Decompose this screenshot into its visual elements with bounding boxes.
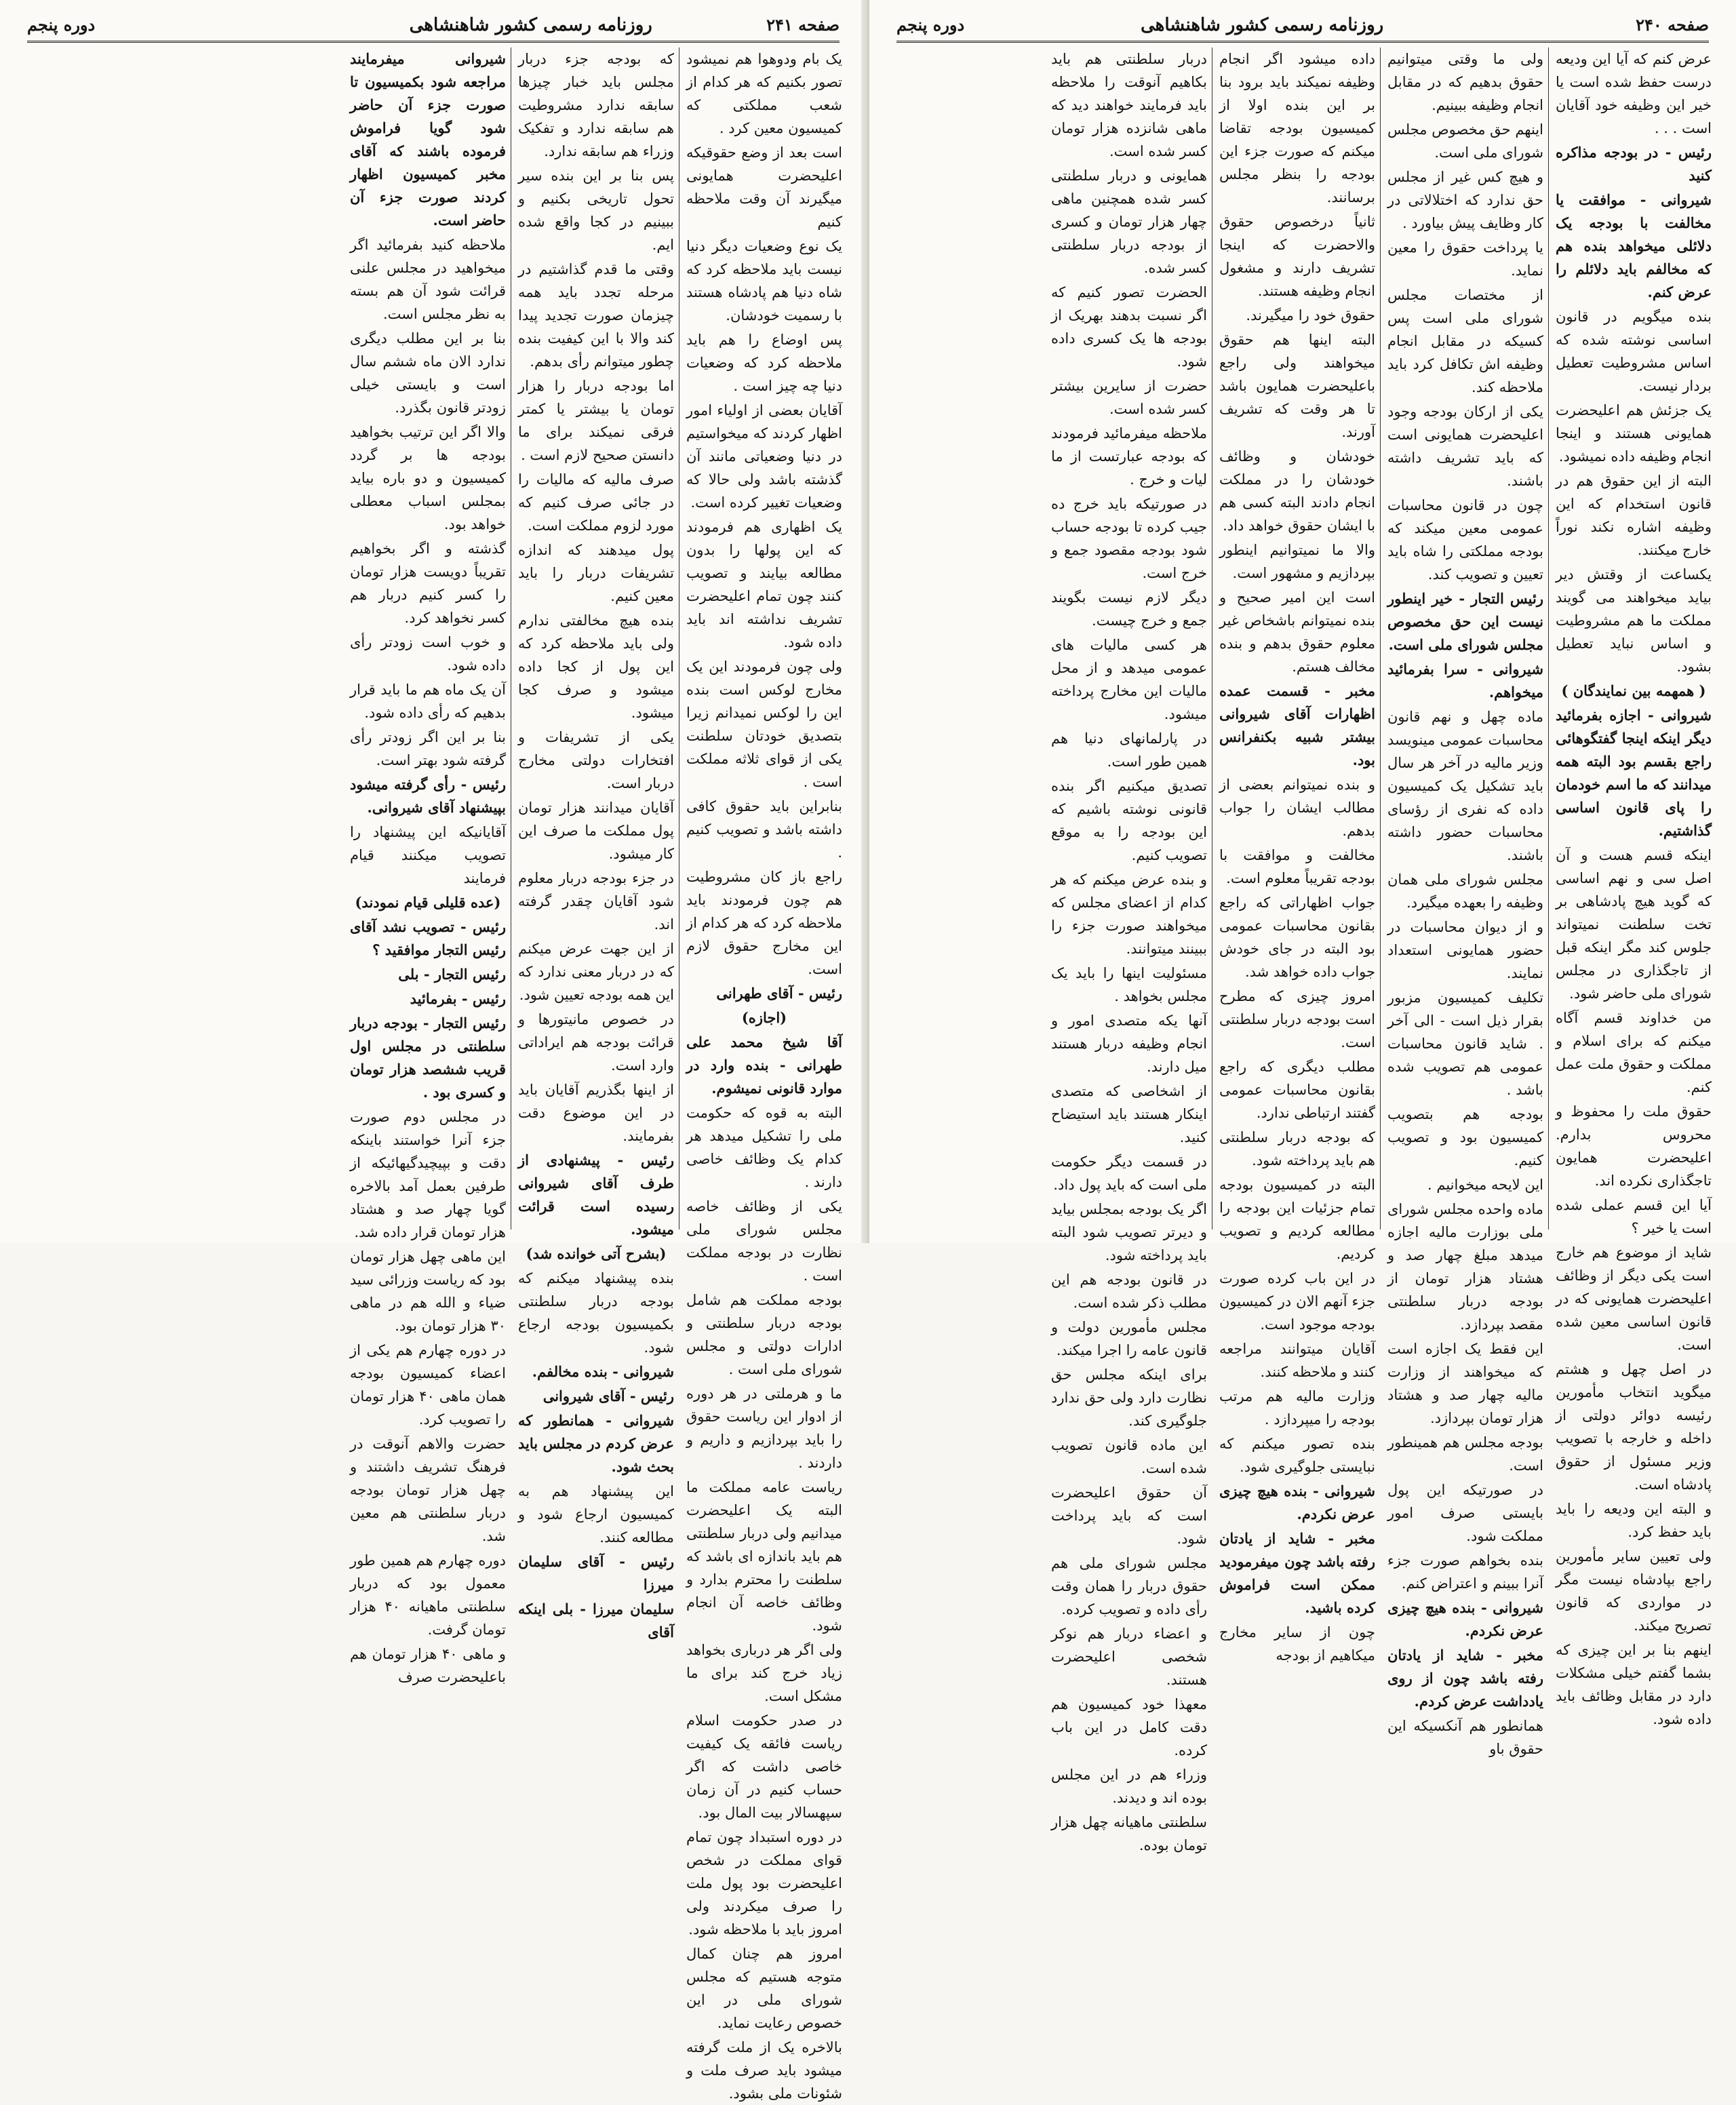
- paragraph: پس بنا بر این بنده سیر تحول تاریخی بکنیم و ببینیم در کجا واقع شده ایم.: [518, 168, 674, 253]
- paragraph: ثانیاً درخصوص حقوق والاحضرت که اینجا تشریف دارند و مشغول انجام وظیفه هستند.: [1219, 214, 1375, 299]
- paragraph: در قسمت دیگر حکومت ملی است که باید پول داد.: [1051, 1154, 1207, 1193]
- paragraph: در قانون بودجه هم این مطلب ذکر شده است.: [1051, 1272, 1207, 1311]
- paragraph: این ماده قانون تصویب شده است.: [1051, 1437, 1207, 1476]
- paragraph: رئیس التجار - بودجه دربار سلطنتی در مجلس اول قریب ششصد هزار تومان و کسری بود .: [350, 1015, 506, 1101]
- paragraph: بنده میگویم در قانون اساسی نوشته شده که اساس مشروطیت تعطیل بردار نیست.: [1556, 309, 1712, 394]
- paragraph: ولی تعیین سایر مأمورین راجع بپادشاه نیست مگر در مواردی که قانون تصریح میکند.: [1556, 1548, 1712, 1634]
- paragraph: البته اینها هم حقوق میخواهند ولی راجع باعلیحضرت همایون باشد تا هر وقت که تشریف آورند.: [1219, 332, 1375, 440]
- right-columns: [894, 47, 1712, 1853]
- paragraph: یکساعت از وقتش دیر بیاید میخواهند می گویند مملکت ما هم مشروطیت و اساس نباید تعطیل بشود.: [1556, 566, 1712, 675]
- paragraph: برای اینکه مجلس حق نظارت دارد ولی حق ندارد جلوگیری کند.: [1051, 1366, 1207, 1429]
- right-column-1: [1556, 47, 1712, 1727]
- paragraph: من خداوند قسم آگاه میکنم که برای اسلام و مملکت و حقوق ملت عمل کنم.: [1556, 1010, 1712, 1095]
- paragraph: والا اگر این ترتیب بخواهید بودجه ها بر گردد کمیسیون و دو باره بیاید بمجلس اسباب معطلی خواهد بود.: [350, 424, 506, 532]
- paragraph: رئیس - آقای طهرانی: [716, 985, 842, 1002]
- paragraph: سلیمان میرزا - بلی اینکه آقای: [518, 1600, 674, 1640]
- paragraph: در صدر حکومت اسلام ریاست فائقه یک کیفیت خاصی داشت که اگر حساب کنیم در آن زمان سپهسالار بیت المال بود.: [686, 1712, 842, 1821]
- paragraph: همانطور هم آنکسیکه این حقوق باو: [1387, 1718, 1543, 1757]
- right-column-2: [1387, 47, 1543, 1757]
- paragraph: در دوره چهارم هم یکی از اعضاء کمیسیون بودجه همان ماهی ۴۰ هزار تومان را تصویب کرد.: [350, 1342, 506, 1428]
- paragraph: شیروانی - موافقت یا مخالفت با بودجه یک دلائلی میخواهد بنده هم که مخالفم باید دلائلم را عرض کنم.: [1556, 191, 1712, 300]
- paragraph: شیروانی - اجازه بفرمائید دیگر اینکه اینجا گفتگوهائی راجع بقسم بود البته همه میدانند که ما اسم خودمان را پای قانون اساسی گذاشتیم.: [1556, 707, 1712, 839]
- paragraph: جواب اظهاراتی که راجع بقانون محاسبات عمومی بود البته در جای خودش جواب داده خواهد شد.: [1219, 894, 1375, 980]
- paragraph: یک اظهاری هم فرمودند که این پولها را بدون مطالعه بیایند و تصویب کنند چون تمام اعلیحضرت تشریف نداشته اند باید داده شود.: [686, 519, 842, 650]
- paragraph: ما و هرملتی در هر دوره از ادوار این ریاست حقوق را باید بپردازیم و داریم و داردند .: [686, 1385, 842, 1471]
- left-columns: [24, 47, 842, 2102]
- paragraph: یا پرداخت حقوق را معین نماید.: [1387, 239, 1543, 279]
- paragraph: شیروانی - بنده هیچ چیزی عرض نکردم.: [1387, 1599, 1543, 1639]
- paragraph: از اشخاصی که متصدی اینکار هستند باید استیضاح کنید.: [1051, 1083, 1207, 1145]
- paragraph: مسئولیت اینها را باید یک مجلس بخواهد .: [1051, 965, 1207, 1004]
- paragraph: ملاحظه میفرمائید فرمودند که بودجه عبارتست از ما لیات و خرج .: [1051, 425, 1207, 488]
- paragraph: در مجلس دوم صورت جزء آنرا خواستند باینکه دقت و بپیچیدگیهائیکه از طرفین بعمل آمد بالاخره گویا چهار صد و هشتاد هزار تومان قرار داده شد.: [350, 1109, 506, 1240]
- left-page-title: روزنامه رسمی کشور شاهنشاهی: [409, 15, 652, 35]
- paragraph: در این باب کرده صورت جزء آنهم الان در کمیسیون بودجه موجود است.: [1219, 1270, 1375, 1333]
- right-page-edition: دوره پنجم: [896, 15, 965, 35]
- paragraph: آقا شیخ محمد علی طهرانی - بنده وارد در موارد قانونی نمیشوم.: [686, 1034, 842, 1097]
- paragraph: الحضرت تصور کنیم که اگر نسبت بدهند بهریک از بودجه ها یک کسری داده شود.: [1051, 284, 1207, 370]
- left-page-number: صفحه ۲۴۱: [766, 15, 840, 35]
- paragraph: رئیس - آقای سلیمان میرزا: [518, 1553, 674, 1593]
- paragraph: شیروانی - سرا بفرمائید میخواهم.: [1387, 661, 1543, 701]
- paragraph: و ماهی ۴۰ هزار تومان هم باعلیحضرت صرف: [350, 1646, 507, 1685]
- paragraph: وزراء هم در این مجلس بوده اند و دیدند.: [1051, 1767, 1207, 1806]
- column-rule: [1380, 47, 1381, 1229]
- paragraph: رئیس - تصویب نشد آقای رئیس التجار موافقید ؟: [350, 918, 506, 958]
- paragraph: در پارلمانهای دنیا هم همین طور است.: [1051, 730, 1207, 770]
- paragraph: در دوره استبداد چون تمام قوای مملکت در شخص اعلیحضرت بود پول ملت را صرف میکردند ولی امروز باید با ملاحظه شود.: [686, 1829, 842, 1937]
- left-column-2: [518, 47, 674, 1640]
- paragraph: عرض کنم که آیا این ودیعه درست حفظ شده است یا خیر این وظیفه خود آقایان است . . .: [1556, 51, 1712, 136]
- paragraph: چون در قانون محاسبات عمومی معین میکند که بودجه مملکتی را شاه باید تعیین و تصویب کند.: [1387, 497, 1543, 583]
- paragraph: مخبر - شاید از یادتان رفته باشد چون از روی یادداشت عرض کردم.: [1387, 1647, 1543, 1710]
- paragraph: بالاخره یک از ملت گرفته میشود باید صرف ملت و شئونات ملی بشود.: [686, 2039, 842, 2102]
- paragraph: مطلب دیگری که راجع بقانون محاسبات عمومی گفتند ارتباطی ندارد.: [1219, 1059, 1375, 1121]
- paragraph: ماده چهل و نهم قانون محاسبات عمومی مینویسد وزیر مالیه در آخر هر سال باید تشکیل یک کمیسیون داده که نفری از رؤسای محاسبات حضور داشته باشند.: [1387, 709, 1543, 863]
- paragraph: بنده تصور میکنم که نبایستی جلوگیری شود.: [1219, 1436, 1375, 1475]
- paragraph: چون از سایر مخارج میکاهیم از بودجه: [1219, 1624, 1375, 1664]
- paragraph: از اینها بگذریم آقایان باید در این موضوع دقت بفرمایند.: [518, 1082, 674, 1144]
- paragraph: شاید از موضوع هم خارج است یکی دیگر از وظائف اعلیحضرت همایونی که در قانون اساسی معین شده است.: [1556, 1244, 1712, 1353]
- paragraph: سلطنتی ماهیانه چهل هزار تومان بوده.: [1051, 1814, 1207, 1853]
- paragraph: بنده پیشنهاد میکنم که بودجه دربار سلطنتی بکمیسیون بودجه ارجاع شود.: [518, 1270, 674, 1356]
- paragraph: رئیس - بفرمائید: [410, 990, 506, 1007]
- paragraph: شیروانی - بنده هیچ چیزی عرض نکردم.: [1219, 1482, 1375, 1522]
- paragraph: و اعضاء دربار هم نوکر شخصی اعلیحضرت هستند.: [1051, 1626, 1207, 1688]
- paragraph: معهذا خود کمیسیون هم دقت کامل در این باب کرده.: [1051, 1696, 1207, 1758]
- paragraph: هر کسی مالیات های عمومی میدهد و از محل مالیات این مخارج پرداخته میشود.: [1051, 637, 1207, 722]
- paragraph: و البته این ودیعه را باید باید حفظ کرد.: [1556, 1501, 1712, 1540]
- paragraph: یک جزئش هم اعلیحضرت همایونی هستند و اینجا انجام وظیفه داده نمیشود.: [1556, 402, 1712, 465]
- paragraph: راجع باز کان مشروطیت هم چون فرمودند باید ملاحظه کرد که هر کدام از این مخارج حقوق لازم است.: [686, 869, 842, 977]
- paragraph: یک نوع وضعیات دیگر دنیا نیست باید ملاحظه کرد که شاه دنیا هم پادشاه هستند با رسمیت خودشان.: [686, 238, 842, 323]
- paragraph: البته در کمیسیون بودجه تمام جزئیات این بودجه را مطالعه کردیم و تصویب کردیم.: [1219, 1177, 1375, 1262]
- paragraph: رئیس - در بودجه مذاکره کنید: [1556, 144, 1712, 184]
- paragraph: مجلس مأمورین دولت و قانون عامه را اجرا میکند.: [1051, 1319, 1207, 1358]
- paragraph: و هیچ کس غیر از مجلس حق ندارد که اختلالاتی در کار وظایف پیش بیاورد .: [1387, 169, 1543, 231]
- paragraph: بنابراین باید حقوق کافی داشته باشد و تصویب کنیم .: [686, 798, 842, 861]
- paragraph: و بنده نمیتوانم بعضی از مطالب ایشان را جواب بدهم.: [1219, 776, 1375, 839]
- column-rule: [1548, 47, 1549, 1229]
- paragraph: اگر یک بودجه بمجلس بیاید و دیرتر تصویب شود البته باید پرداخته شود.: [1051, 1201, 1207, 1263]
- paragraph: مخبر - قسمت عمده اظهارات آقای شیروانی بیشتر شبیه بکنفرانس بود.: [1219, 682, 1375, 768]
- paragraph: این لایحه میخوانیم .: [1427, 1177, 1543, 1193]
- paragraph: وقتی ما قدم گذاشتیم در مرحله تجدد باید همه چیزمان صورت تجدید پیدا کند والا با این کیفیت بنده چطور میتوانم رأی بدهم.: [518, 261, 674, 370]
- paragraph: والا ما نمیتوانیم اینطور بپردازیم و مشهور است.: [1219, 542, 1375, 581]
- paragraph: شیروانی - همانطور که عرض کردم در مجلس باید بحث شود.: [518, 1412, 674, 1475]
- paragraph: بنده هیچ مخالفتی ندارم ولی باید ملاحظه کرد که این پول از کجا داده میشود و صرف کجا میشود.: [518, 612, 674, 721]
- paragraph: که بودجه دربار سلطنتی هم باید پرداخته شود.: [1219, 1129, 1375, 1168]
- paragraph: پس اوضاع را هم باید ملاحظه کرد که وضعیات دنیا چه چیز است .: [686, 332, 842, 394]
- paragraph: امروز چیزی که مطرح است بودجه دربار سلطنتی است.: [1219, 988, 1375, 1050]
- paragraph: یکی از وظائف خاصه مجلس شورای ملی نظارت در بودجه مملکت است .: [686, 1198, 842, 1284]
- paragraph: بنا بر این مطلب دیگری ندارد الان ماه ششم سال است و بایستی خیلی زودتر قانون بگذرد.: [350, 330, 506, 416]
- paragraph: تکلیف کمیسیون مزبور بقرار ذیل است - الی آخر . شاید قانون محاسبات عمومی هم تصویب شده باشد .: [1387, 989, 1543, 1098]
- paragraph: شیروانی - بنده مخالفم.: [532, 1363, 674, 1380]
- paragraph: بودجه مملکت هم شامل بودجه دربار سلطنتی و ادارات دولتی و مجلس شورای ملی است .: [686, 1292, 842, 1377]
- left-page: [0, 0, 867, 2102]
- paragraph: دربار سلطنتی هم باید بکاهیم آنوقت را ملاحظه باید فرمایند خواهند دید که ماهی شانزده هزار تومان کسر شده است.: [1051, 51, 1207, 159]
- paragraph: دوره چهارم هم همین طور معمول بود که دربار سلطنتی ماهیانه ۴۰ هزار تومان گرفت.: [350, 1552, 506, 1638]
- paragraph: ولی اگر هر درباری بخواهد زیاد خرج کند برای ما مشکل است.: [686, 1642, 842, 1704]
- paragraph: داده میشود اگر انجام وظیفه نمیکند باید برود بنا بر این بنده اولا از کمیسیون بودجه تقاضا میکنم که صورت جزء این بودجه را بنظر مجلس برسانند.: [1219, 51, 1375, 205]
- right-page-number: صفحه ۲۴۰: [1636, 15, 1709, 35]
- paragraph: البته به قوه که حکومت ملی را تشکیل میدهد هر کدام یک وظائف خاصی دارند .: [686, 1105, 842, 1190]
- paragraph: حقوق ملت را محفوظ و محروس بدارم. اعلیحضرت همایون تاجگذاری نکرده اند.: [1556, 1103, 1712, 1189]
- paragraph: آن یک ماه هم ما باید قرار بدهیم که رأی داده شود.: [350, 682, 506, 721]
- paragraph: البته از این حقوق هم در قانون استخدام که این وظیفه اشاره نکند نوراً خارج میکنند.: [1556, 473, 1712, 558]
- paragraph: اینهم بنا بر این چیزی که بشما گفتم خیلی مشکلات دارد در مقابل وظائف باید داده شود.: [1556, 1642, 1712, 1727]
- paragraph: (اجازه): [741, 1009, 787, 1026]
- paragraph: امروز هم چنان کمال متوجه هستیم که مجلس شورای ملی در این خصوص رعایت نماید.: [686, 1946, 842, 2031]
- paragraph: از این جهت عرض میکنم که در دربار معنی ندارد که این همه بودجه تعیین شود.: [518, 941, 674, 1003]
- paragraph: گذشته و اگر بخواهیم تقریباً دویست هزار تومان را کسر کنیم دربار هم کسر نخواهد کرد.: [350, 540, 506, 626]
- paragraph: آقایان میتوانند مراجعه کنند و ملاحظه کنند.: [1219, 1341, 1375, 1380]
- paragraph: است بعد از وضع حقوقیکه اعلیحضرت همایونی میگیرند آن وقت ملاحظه کنیم: [686, 144, 842, 230]
- paragraph: ولی چون فرمودند این یک مخارج لوکس است بنده این را لوکس نمیدانم زیرا بتصدیق خودتان سلطنت یکی از قوای ثلاثه مملکت است .: [686, 658, 842, 790]
- right-page-title: روزنامه رسمی کشور شاهنشاهی: [1140, 15, 1384, 35]
- paragraph: در صورتیکه این پول بایستی صرف امور مملکت شود.: [1387, 1482, 1543, 1544]
- paragraph: مجلس شورای ملی هم حقوق دربار را همان وقت رأی داده و تصویب کرده.: [1051, 1555, 1207, 1617]
- paragraph: رئیس - آقای شیروانی: [542, 1388, 674, 1404]
- paragraph: آقایانیکه این پیشنهاد را تصویب میکنند قیام فرمایند: [350, 824, 506, 886]
- paragraph: و از دیوان محاسبات در حضور همایونی استعداد نمایند.: [1387, 919, 1543, 981]
- paragraph: (عده قلیلی قیام نمودند): [355, 894, 501, 911]
- paragraph: است این امیر صحیح و بنده نمیتوانم باشخاص غیر معلوم حقوق بدهم و بنده مخالف هستم.: [1219, 589, 1375, 675]
- paragraph: و خوب است زودتر رأی داده شود.: [350, 634, 506, 673]
- paragraph: در جزء بودجه دربار معلوم شود آقایان چقدر گرفته اند.: [518, 870, 674, 932]
- paragraph: ( همهمه بین نمایندگان ): [1561, 682, 1706, 699]
- paragraph: صرف مالیه که مالیات را در جائی صرف کنیم که مورد لزوم مملکت است.: [518, 471, 674, 534]
- paragraph: در صورتیکه باید خرج ده جیب کرده تا بودجه حساب شود بودجه مقصود جمع و خرج است.: [1051, 496, 1207, 581]
- right-page-header: [896, 11, 1709, 43]
- paragraph: (بشرح آتی خوانده شد): [526, 1245, 667, 1262]
- paragraph: ریاست عامه مملکت ما البته یک اعلیحضرت میدانیم ولی دربار سلطنتی هم باید باندازه ای باشد که سلطنت را محترم بدارد و وظائف خاصه آن انجام شود.: [686, 1479, 842, 1634]
- paragraph: بودجه مجلس هم همینطور است.: [1387, 1434, 1543, 1474]
- paragraph: تصدیق میکنیم اگر بنده قانونی نوشته باشیم که این بودجه را به موقع تصویب کنیم.: [1051, 778, 1207, 863]
- paragraph: حقوق خود را میگیرند.: [1246, 307, 1375, 323]
- paragraph: اینهم حق مخصوص مجلس شورای ملی است.: [1387, 121, 1543, 161]
- paragraph: بنا بر این اگر زودتر رأی گرفته شود بهتر است.: [350, 729, 506, 768]
- paragraph: مخبر - شاید از یادتان رفته باشد چون میفرمودید ممکن است فراموش کرده باشید.: [1219, 1530, 1375, 1616]
- paragraph: آقایان بعضی از اولیاء امور اظهار کردند که میخواستیم در دنیا وضعیاتی مانند آن گذشته باشد ولی حالا که وضعیات تغییر کرده است.: [686, 402, 842, 511]
- paragraph: رئیس - رأی گرفته میشود بپیشنهاد آقای شیروانی.: [350, 776, 506, 816]
- left-page-edition: دوره پنجم: [27, 15, 96, 35]
- paragraph: مخالفت و موافقت با بودجه تقریباً معلوم است.: [1219, 847, 1375, 886]
- paragraph: یکی از تشریفات و افتخارات دولتی مخارج دربار است.: [518, 729, 674, 791]
- paragraph: اینکه قسم هست و آن اصل سی و نهم اساسی که گوید هیچ پادشاهی بر تخت سلطنت نمیتواند جلوس کند مگر اینکه قبل از تاجگذاری در مجلس شورای ملی حاضر شود.: [1556, 847, 1712, 1002]
- paragraph: خودشان و وظائف خودشان را در مملکت انجام دادند البته کسی هم با ایشان حقوق خواهد داد.: [1219, 448, 1375, 534]
- paragraph: و بنده عرض میکنم که هر کدام از اعضای مجلس که میخواهند صورت جزء را ببینند میتوانند.: [1051, 871, 1207, 957]
- paragraph: آنها یکه متصدی امور و انجام وظیفه دربار هستند میل دارند.: [1051, 1012, 1207, 1075]
- paragraph: دیگر لازم نیست بگویند جمع و خرج چیست.: [1051, 589, 1207, 629]
- left-column-1: [686, 47, 842, 2102]
- paragraph: رئیس التجار - بلی: [398, 966, 506, 983]
- paragraph: از مختصات مجلس شورای ملی است پس کسیکه در مقابل انجام وظیفه اش تکافل کرد باید ملاحظه کند.: [1387, 287, 1543, 395]
- paragraph: همایونی و دربار سلطنتی کسر شده همچنین ماهی چهار هزار تومان و کسری از بودجه دربار سلطنتی کسر شده.: [1051, 168, 1207, 276]
- paragraph: بودجه هم بتصویب کمیسیون بود و تصویب کنیم.: [1387, 1106, 1543, 1168]
- paragraph: رئیس - پیشنهادی از طرف آقای شیروانی رسیده است قرائت میشود.: [518, 1152, 674, 1238]
- paragraph: پول میدهند که اندازه تشریفات دربار را باید معین کنیم.: [518, 542, 674, 604]
- right-column-4: [1051, 47, 1207, 1853]
- paragraph: اما بودجه دربار را هزار تومان یا بیشتر یا کمتر فرقی نمیکند برای ما دانستن صحیح لازم است .: [518, 378, 674, 463]
- paragraph: در خصوص مانیتورها و قرائت بودجه هم ایراداتی وارد است.: [518, 1011, 674, 1074]
- paragraph: یک بام ودوهوا هم نمیشود تصور بکنیم که هر کدام از شعب مملکتی که کمیسیون معین کرد .: [686, 51, 842, 136]
- paragraph: بنده بخواهم صورت جزء آنرا ببینم و اعتراض کنم.: [1387, 1552, 1543, 1592]
- right-page: [869, 0, 1736, 1853]
- paragraph: مجلس شورای ملی همان وظیفه را بعهده میگیرد.: [1387, 871, 1543, 911]
- paragraph: رئیس التجار - خیر اینطور نیست این حق مخصوص مجلس شورای ملی است.: [1387, 590, 1543, 653]
- paragraph: این پیشنهاد هم به کمیسیون ارجاع شود و مطالعه کنند.: [518, 1483, 674, 1546]
- paragraph: وزارت مالیه هم مرتب بودجه را میپردازد .: [1219, 1388, 1375, 1428]
- paragraph: در اصل چهل و هشتم میگوید انتخاب مأمورین رئیسه دوائر دولتی از داخله و خارجه با تصویب وزیر مسئول از حقوق پادشاه است.: [1556, 1361, 1712, 1493]
- paragraph: حضرت از سایرین بیشتر کسر شده است.: [1051, 378, 1207, 417]
- paragraph: که بودجه جزء دربار مجلس باید خبار چیزها سابقه ندارد مشروطیت هم سابقه ندارد و تفکیک وزراء هم سابقه ندارد.: [518, 51, 674, 159]
- paragraph: این فقط یک اجازه است که میخواهند از وزارت مالیه چهار صد و هشتاد هزار تومان بپردازد.: [1387, 1341, 1543, 1426]
- paragraph: ماده واحده مجلس شورای ملی بوزارت مالیه اجازه میدهد مبلغ چهار صد و هشتاد هزار تومان از بودجه دربار سلطنتی مقصد بپردازد.: [1387, 1201, 1543, 1333]
- paragraph: ملاحظه کنید بفرمائید اگر میخواهید در مجلس علنی قرائت شود آن هم بسته به نظر مجلس است.: [350, 237, 506, 322]
- paragraph: آن حقوق اعلیحضرت است که باید پرداخت شود.: [1051, 1484, 1207, 1547]
- right-column-3: [1219, 47, 1375, 1664]
- left-page-header: [27, 11, 840, 43]
- paragraph: آیا این قسم عملی شده است یا خیر ؟: [1556, 1197, 1712, 1236]
- paragraph: حضرت والاهم آنوقت در فرهنگ تشریف داشتند و چهل هزار تومان بودجه دربار سلطنتی هم معین شد.: [350, 1436, 506, 1544]
- paragraph: آقایان میدانند هزار تومان پول مملکت ما صرف این کار میشود.: [518, 800, 674, 862]
- paragraph: ولی ما وقتی میتوانیم حقوق بدهیم که در مقابل انجام وظیفه ببینیم.: [1387, 51, 1543, 113]
- paragraph: شیروانی میفرمایند مراجعه شود بکمیسیون تا صورت جزء آن حاضر شود گویا فراموش فرموده باشند که آقای مخبر کمیسیون اظهار کردند صورت جزء آن حاضر است.: [350, 50, 506, 229]
- left-column-3: [350, 47, 507, 1685]
- paragraph: این ماهی چهل هزار تومان بود که ریاست وزرائی سید ضیاء و الله هم در ماهی ۳۰ هزار تومان بود.: [350, 1248, 506, 1334]
- paragraph: یکی از ارکان بودجه وجود اعلیحضرت همایونی است که باید تشریف داشته باشند.: [1387, 404, 1543, 489]
